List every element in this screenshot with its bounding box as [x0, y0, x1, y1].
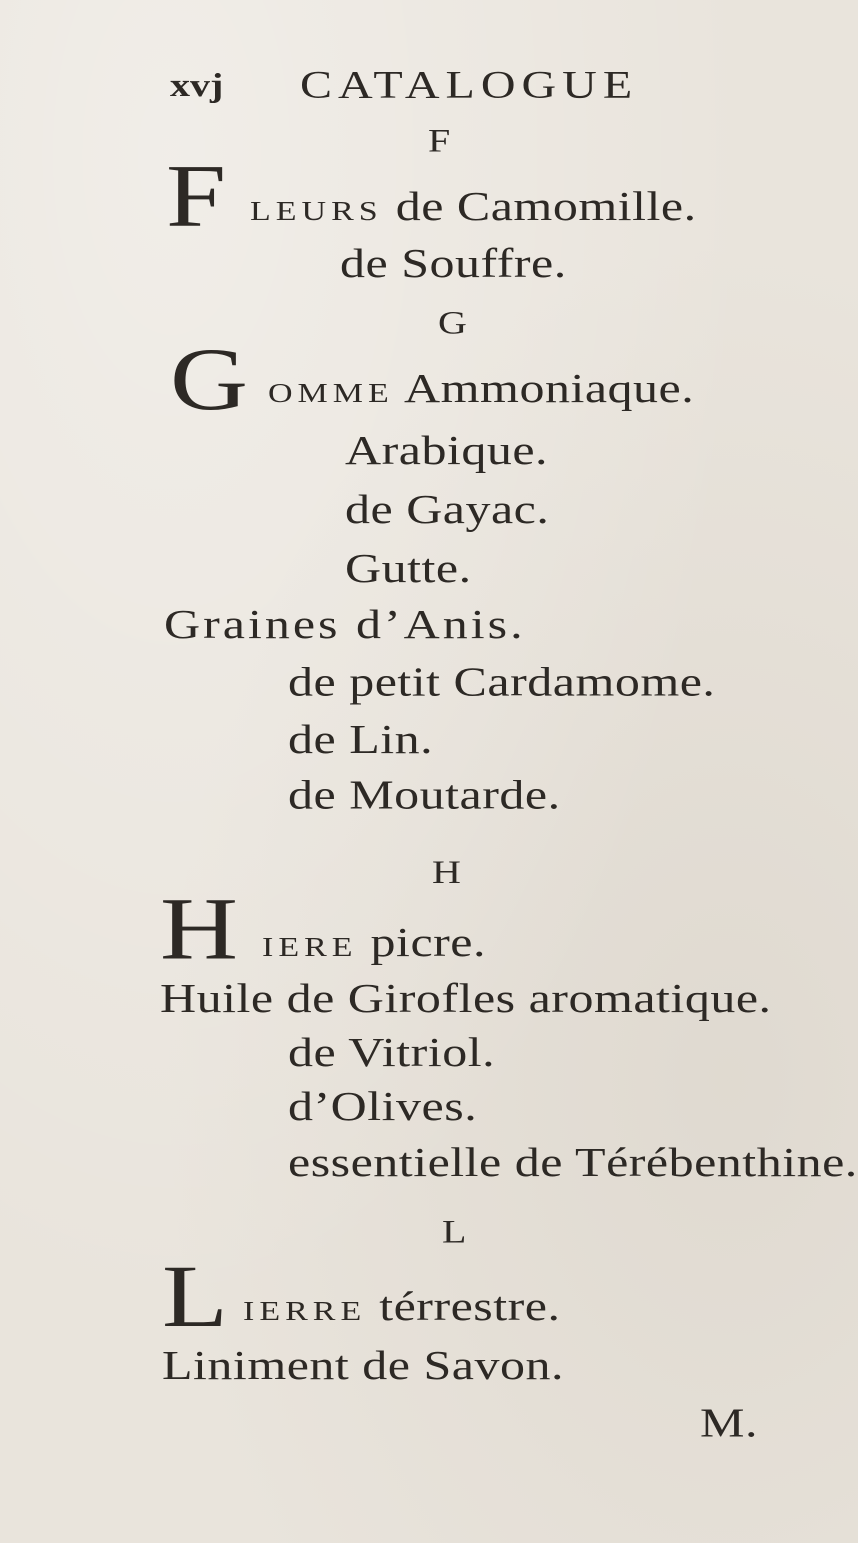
entry-lierre-terrestre — [243, 1283, 561, 1330]
entry-first-word: IERRE — [243, 1296, 367, 1327]
entry-terebenthine: essentielle de Térébenthine. — [288, 1138, 858, 1185]
catchword: M. — [700, 1399, 758, 1446]
entry-souffre: de Souffre. — [340, 240, 567, 287]
entry-first-word: LEURS — [250, 195, 383, 227]
entry-gayac: de Gayac. — [345, 486, 550, 533]
entry-first-tail: de Camomille. — [395, 182, 697, 229]
section-letter-f: F — [428, 122, 451, 160]
entry-first-word: OMME — [268, 378, 394, 409]
entry-cardamome: de petit Cardamome. — [288, 658, 716, 705]
section-letter-h: H — [432, 853, 461, 891]
entry-huile-girofles: Huile de Girofles aromatique. — [160, 974, 772, 1021]
dropcap-g: G — [170, 331, 248, 429]
entry-hiere-picre — [262, 919, 486, 966]
dropcap-h: H — [160, 880, 238, 979]
entry-arabique: Arabique. — [345, 427, 549, 474]
section-letter-g: G — [438, 304, 467, 342]
entry-graines-anis: Graines d’Anis. — [164, 601, 526, 647]
entry-moutarde: de Moutarde. — [288, 771, 561, 818]
entry-vitriol: de Vitriol. — [288, 1029, 496, 1076]
entry-olives: d’Olives. — [288, 1083, 478, 1130]
entry-first-tail: picre. — [370, 919, 486, 966]
running-title: CATALOGUE — [300, 63, 639, 107]
entry-liniment-savon: Liniment de Savon. — [162, 1342, 564, 1389]
page-number: xvj — [170, 66, 224, 104]
section-letter-l: L — [442, 1212, 467, 1250]
entry-lin: de Lin. — [288, 715, 434, 762]
dropcap-f: F — [166, 147, 227, 246]
entry-first-word: IERE — [262, 932, 358, 963]
entry-gutte: Gutte. — [345, 545, 472, 592]
entry-fleurs-camomille — [250, 182, 697, 229]
entry-first-tail: térrestre. — [379, 1283, 561, 1330]
entry-gomme-ammoniaque — [268, 364, 695, 411]
dropcap-l: L — [162, 1248, 228, 1346]
entry-first-tail: Ammoniaque. — [404, 364, 695, 411]
